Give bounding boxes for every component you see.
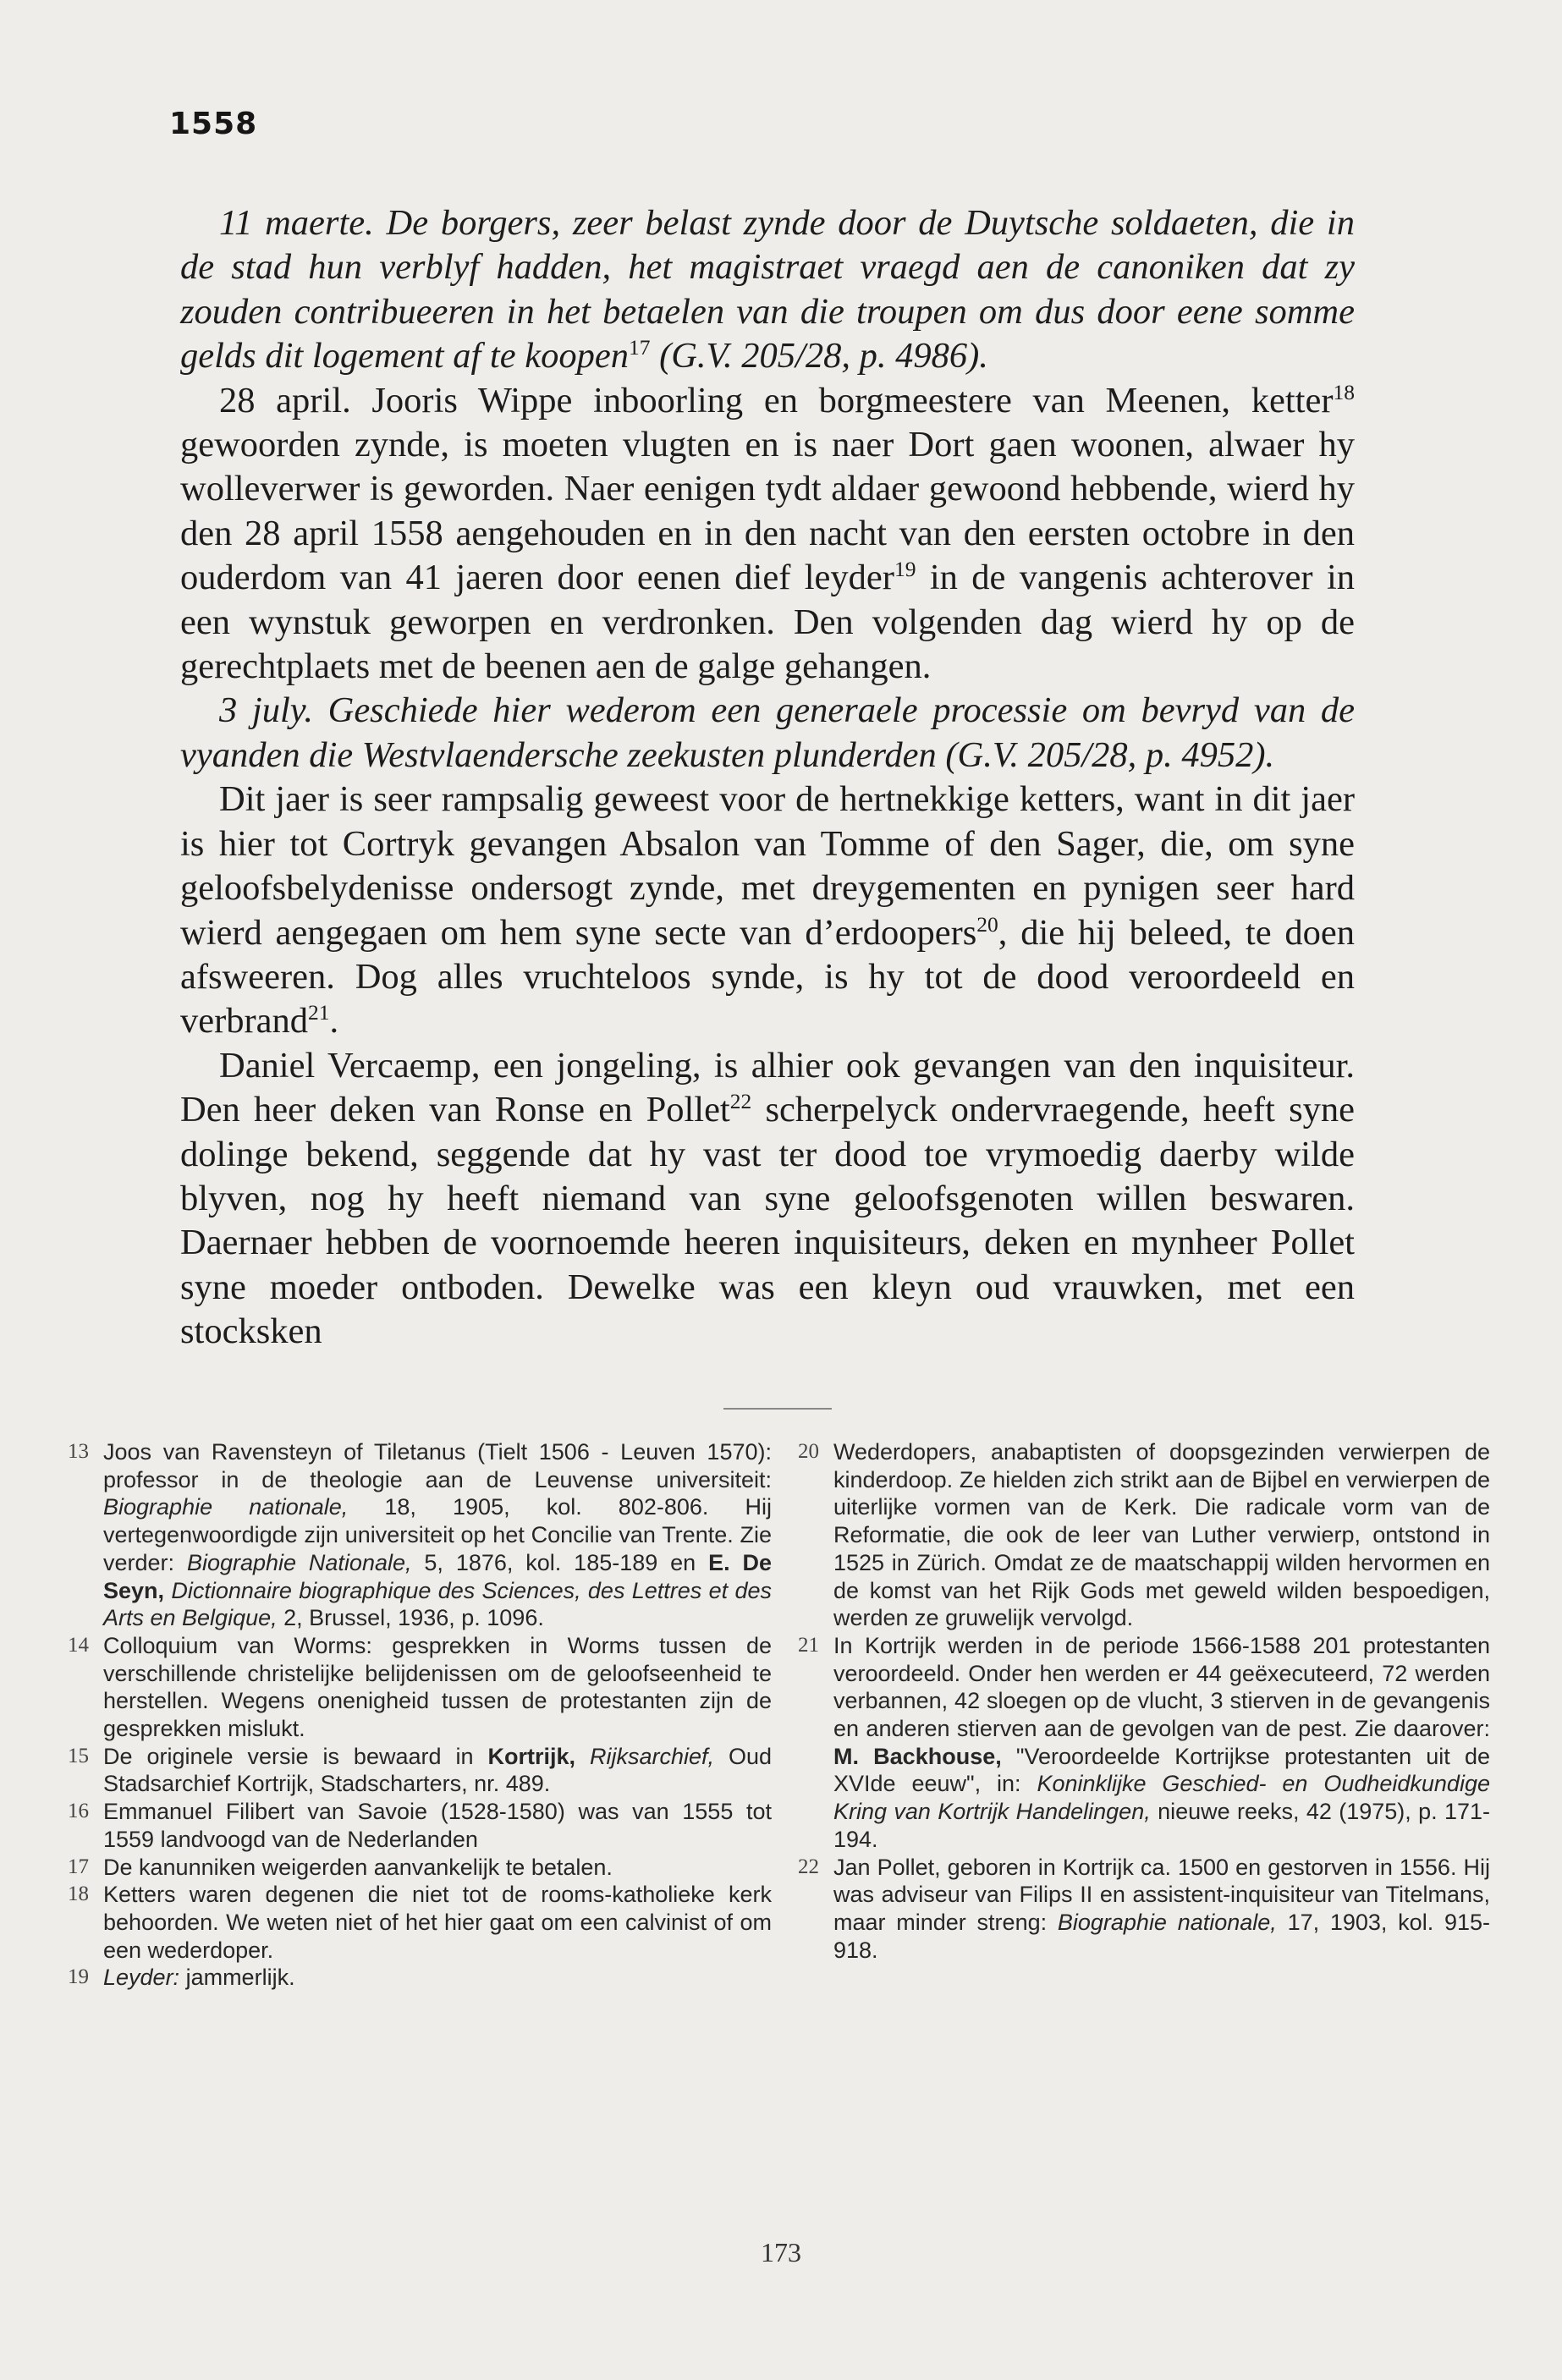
footnote-text: 17, 1903, kol. 915-918. xyxy=(833,1909,1490,1963)
footnote-italic: Dictionnaire biographique des Sciences, des Lettres et des Arts en Belgique, xyxy=(103,1577,772,1631)
paragraph-11-maerte xyxy=(180,201,1355,379)
footnote-author: M. Backhouse, xyxy=(833,1743,1002,1769)
footnote-text: jammerlijk. xyxy=(179,1965,295,1991)
footnote-italic: Biographie nationale, xyxy=(103,1494,349,1520)
footnote-21 xyxy=(791,1632,1490,1854)
footnote-text: De originele versie is bewaard in xyxy=(103,1743,488,1769)
paragraph-text: , die hij beleed, te doen afsweeren. Dog alles vruchteloos synde, is hy tot de dood veroordeeld en verbrand xyxy=(180,912,1355,1042)
footnote-number: 14 xyxy=(68,1633,89,1657)
footnote-text: 18, 1905, kol. 802-806. Hij vertegenwoordigde zijn universiteit op het Concilie van Trente. Zie verder: xyxy=(103,1494,772,1575)
footnote-text: 5, 1876, kol. 185-189 en xyxy=(411,1549,709,1575)
footnote-text: Joos van Ravensteyn of Tiletanus (Tielt 1506 - Leuven 1570): professor in de theologie aan de Leuvense universiteit: xyxy=(103,1439,772,1492)
paragraph-text: Daniel Vercaemp, een jongeling, is alhier ook gevangen van den inquisiteur. Den heer deken van Ronse en Pollet xyxy=(180,1045,1355,1130)
footnote-text: Oud Stadsarchief Kortrijk, Stadscharters, nr. 489. xyxy=(103,1743,772,1797)
paragraph-text: . xyxy=(329,1001,339,1042)
footnote-13 xyxy=(61,1438,772,1632)
footnote-italic: Biographie Nationale, xyxy=(186,1549,412,1575)
footnote-ref-17[interactable]: 17 xyxy=(628,335,651,360)
footnote-separator xyxy=(723,1408,832,1410)
footnote-18 xyxy=(61,1881,772,1964)
footnote-15 xyxy=(61,1743,772,1798)
footnote-ref-18[interactable]: 18 xyxy=(1333,379,1355,404)
footnote-ref-20[interactable]: 20 xyxy=(976,911,998,937)
footnote-19 xyxy=(61,1964,772,1992)
paragraph-text: in de vangenis achterover in een wynstuk geworpen en verdronken. Den volgenden dag wierd hy op de gerechtplaets met de beenen aen de galge gehangen. xyxy=(180,558,1356,687)
paragraph-text: gewoorden zynde, is moeten vlugten en is naer Dort gaen woonen, alwaer hy wolleverwer is geworden. Naer eenigen tydt aldaer gewoond hebbende, wierd hy den 28 april 1558 aengehouden en in den nacht van den eersten octobre in den ouderdom van 41 jaeren door eenen dief leyder xyxy=(180,425,1355,598)
running-header-year: 1558 xyxy=(169,107,258,141)
footnote-italic: Biographie nationale, xyxy=(1057,1909,1277,1935)
entry-date: 11 maerte. xyxy=(219,203,374,243)
footnote-number: 15 xyxy=(68,1744,89,1767)
paragraph-vercaemp xyxy=(180,1044,1355,1355)
footnote-italic: Leyder: xyxy=(103,1965,180,1991)
main-text xyxy=(180,201,1355,1355)
footnote-ref-21[interactable]: 21 xyxy=(308,1000,330,1025)
footnote-16 xyxy=(61,1798,772,1853)
page-number: 173 xyxy=(761,2237,801,2267)
footnote-number: 13 xyxy=(68,1440,89,1463)
footnote-text: Jan Pollet, geboren in Kortrijk ca. 1500 en gestorven in 1556. Hij was adviseur van Filips II en assistent-inquisiteur van Titelmans, maar minder streng: xyxy=(833,1854,1490,1935)
footnote-number: 18 xyxy=(68,1883,89,1906)
footnote-text: In Kortrijk werden in de periode 1566-1588 201 protestanten veroordeeld. Onder hen werden er 44 geëxecuteerd, 72 werden verbannen, 42 sloegen op de vlucht, 3 stierven in de gevangenis en anderen stierven aan de gevolgen van de pest. Zie daarover: xyxy=(833,1632,1490,1742)
paragraph-absalon xyxy=(180,778,1355,1043)
footnote-text: 2, Brussel, 1936, p. 1096. xyxy=(277,1605,544,1631)
footnote-text: Wederdopers, anabaptisten of doopsgezinden verwierpen de kinderdoop. Ze hielden zich strikt aan de Bijbel en verwierpen de uiterlijke vormen van de Kerk. Die radicale vorm van de Reformatie, die ook de leer van Luther verwierp, ontstond in 1525 in Zürich. Omdat ze de maatschappij wilden hervormen en de komst van het Rijk Gods met geweld wilden bespoedigen, werden ze gruwelijk vervolgd. xyxy=(833,1439,1490,1631)
footnote-text: nieuwe reeks, 42 (1975), p. 171-194. xyxy=(833,1799,1491,1852)
footnote-text: Colloquium van Worms: gesprekken in Worms tussen de verschillende christelijke belijdenissen om de geloofseenheid te herstellen. Wegens onenigheid tussen de protestanten zijn de gesprekken mislukt. xyxy=(103,1632,772,1742)
entry-text: De borgers, zeer belast zynde door de Duytsche soldaeten, die in de stad hun verblyf hadden, het magistraet vraegd aen de canoniken dat zy zouden contribueeren in het betaelen van die troupen om dus door eene somme gelds dit logement af te koopen xyxy=(180,203,1355,377)
footnote-14 xyxy=(61,1632,772,1743)
footnote-text: Emmanuel Filibert van Savoie (1528-1580) was van 1555 tot 1559 landvoogd van de Nederlanden xyxy=(103,1799,772,1852)
footnote-author: E. De Seyn, xyxy=(103,1549,772,1603)
paragraph-28-april xyxy=(180,379,1355,690)
footnote-number: 22 xyxy=(798,1855,819,1878)
footnote-italic: Koninklijke Geschied- en Oudheidkundige Kring van Kortrijk Handelingen, xyxy=(833,1771,1490,1825)
footnote-text: Ketters waren degenen die niet tot de rooms-katholieke kerk behoorden. We weten niet of het hier gaat om een calvinist of om een wederdoper. xyxy=(103,1882,772,1963)
footnote-number: 20 xyxy=(798,1440,819,1463)
paragraph-text: scherpelyck ondervraegende, heeft syne dolinge bekend, seggende dat hy vast ter dood toe vrymoedig daerby wilde blyven, nog hy heeft niemand van syne geloofsgenoten willen beswaren. Daernaer hebben de voornoemde heeren inquisiteurs, deken en mynheer Pollet syne moeder ontboden. Dewelke was een kleyn oud vrauwken, met een stocksken xyxy=(180,1090,1355,1352)
footnote-place: Kortrijk, xyxy=(487,1743,575,1769)
footnote-text: "Veroordeelde Kortrijkse protestanten uit de XVIde eeuw", in: xyxy=(833,1743,1490,1797)
footnote-number: 17 xyxy=(68,1855,89,1878)
paragraph-text: 28 april. Jooris Wippe inboorling en borgmeestere van Meenen, ketter xyxy=(219,380,1334,420)
footnote-22 xyxy=(791,1854,1490,1965)
source-citation: (G.V. 205/28, p. 4986). xyxy=(650,336,988,377)
footnotes-right-column xyxy=(791,1438,1490,1964)
footnote-17 xyxy=(61,1854,772,1882)
footnote-number: 16 xyxy=(68,1800,89,1823)
footnote-ref-22[interactable]: 22 xyxy=(729,1088,752,1113)
footnote-number: 21 xyxy=(798,1633,819,1657)
footnote-20 xyxy=(791,1438,1490,1632)
footnote-number: 19 xyxy=(68,1965,89,1989)
paragraph-3-july: 3 july. Geschiede hier wederom een generaele processie om bevryd van de vyanden die Westvlaendersche zeekusten plunderden (G.V. 205/28, p. 4952). xyxy=(180,690,1355,775)
footnote-ref-19[interactable]: 19 xyxy=(894,557,916,582)
paragraph-text: Dit jaer is seer rampsalig geweest voor de hertnekkige ketters, want in dit jaer is hier tot Cortryk gevangen Absalon van Tomme of den Sager, die, om syne geloofsbelydenisse ondersogt zynde, met dreygementen en pynigen seer hard wierd aengegaen om hem syne secte van d’erdoopers xyxy=(180,779,1355,953)
footnote-text xyxy=(575,1744,590,1769)
footnotes-left-column xyxy=(61,1438,772,1992)
footnote-text: De kanunniken weigerden aanvankelijk te betalen. xyxy=(103,1854,613,1880)
footnote-italic: Rijksarchief, xyxy=(589,1743,714,1769)
